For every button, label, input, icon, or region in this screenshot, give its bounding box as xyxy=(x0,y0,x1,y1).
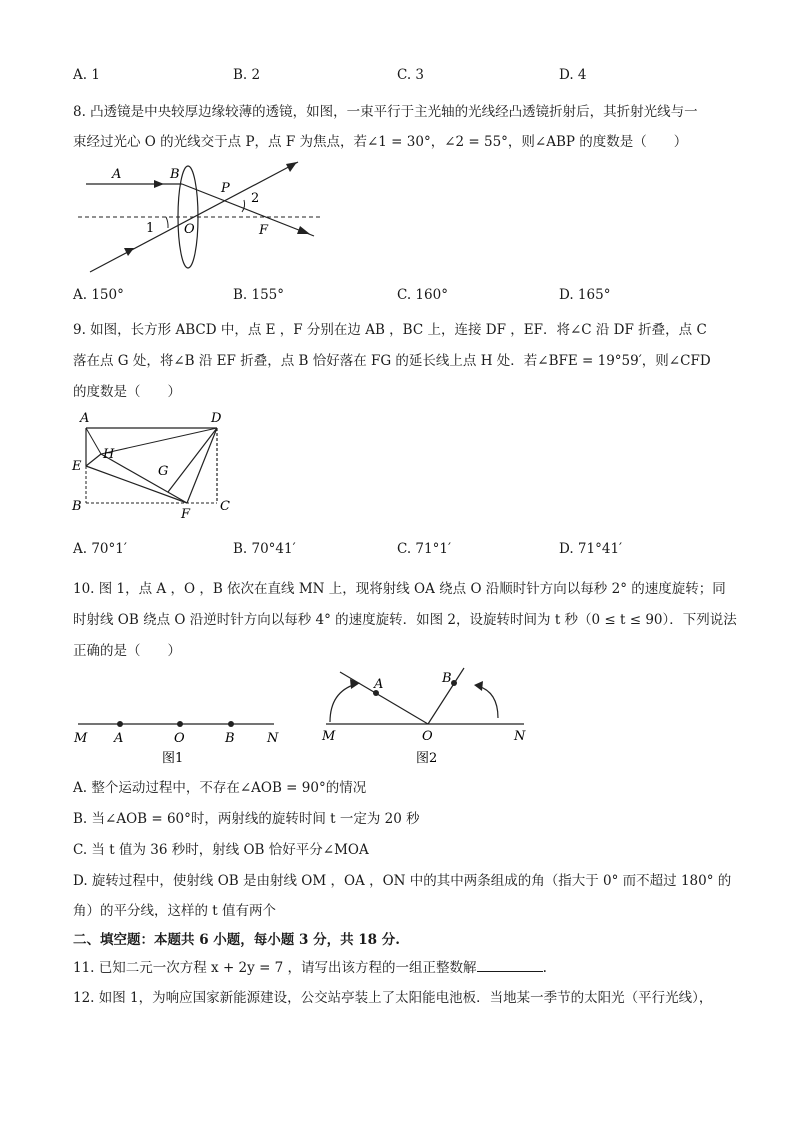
q8-label-1: 1 xyxy=(146,221,155,236)
q8-line-2: 束经过光心 O 的光线交于点 P，点 F 为焦点，若∠1 = 30°，∠2 = 55°，则∠ABP 的度数是（ ） xyxy=(73,134,688,150)
q9-label-f: F xyxy=(181,507,191,520)
q9-line-1: 9. 如图，长方形 ABCD 中，点 E ，F 分别在边 AB ，BC 上，连接 DF ，EF．将∠C 沿 DF 折叠，点 C xyxy=(73,322,707,338)
q10-fig2-point-b xyxy=(451,680,457,686)
section-2-title: 二、填空题：本题共 6 小题，每小题 3 分，共 18 分. xyxy=(73,932,400,948)
q10-fig2-caption: 图2 xyxy=(416,751,438,766)
q8-label-o: O xyxy=(184,222,195,237)
q8-option-d: D. 165° xyxy=(559,287,611,303)
q11-answer-blank[interactable] xyxy=(477,959,543,972)
q8-arrow-refracted xyxy=(297,226,310,234)
q10-fig2-label-n: N xyxy=(514,729,526,744)
q10-fig2-arc-right xyxy=(478,686,498,718)
q10-fig1-point-a xyxy=(117,721,123,727)
q9-line-3: 的度数是（ ） xyxy=(73,384,181,400)
q8-label-2: 2 xyxy=(251,191,260,206)
q10-figure-2 xyxy=(318,664,538,768)
q8-refracted-ray xyxy=(182,184,314,236)
q10-fig1-point-b xyxy=(228,721,234,727)
q10-fig2-label-a: A xyxy=(374,677,384,692)
q9-label-c: C xyxy=(220,499,230,514)
q9-line-df xyxy=(187,428,217,503)
q10-fig2-ray-oa xyxy=(340,672,428,724)
q10-fig1-point-o xyxy=(177,721,183,727)
q10-option-d-line-2: 角）的平分线，这样的 t 值有两个 xyxy=(73,903,277,919)
q10-fig2-label-m: M xyxy=(322,729,336,744)
q8-option-c: C. 160° xyxy=(397,287,448,303)
q8-label-b: B xyxy=(170,167,180,182)
q9-line-ef xyxy=(86,466,187,503)
q11-end: . xyxy=(542,960,547,976)
q12-line-1: 12. 如图 1，为响应国家新能源建设，公交站亭装上了太阳能电池板．当地某一季节的太阳光（平行光线）， xyxy=(73,990,713,1006)
q10-option-a: A. 整个运动过程中，不存在∠AOB = 90°的情况 xyxy=(73,780,367,796)
q10-fig1-label-m: M xyxy=(74,731,88,746)
q9-label-a: A xyxy=(80,411,90,426)
q9-label-b: B xyxy=(72,499,82,514)
q8-label-p: P xyxy=(221,181,230,196)
q7-option-c: C. 3 xyxy=(397,67,425,83)
q9-rectangle-figure xyxy=(68,408,238,520)
q10-fig1-label-o: O xyxy=(174,731,185,746)
q10-fig1-label-n: N xyxy=(267,731,279,746)
q8-angle-2-arc xyxy=(242,200,245,212)
q11-line xyxy=(73,956,547,976)
q10-fig1-label-b: B xyxy=(225,731,235,746)
q10-line-2: 时射线 OB 绕点 O 沿逆时针方向以每秒 4° 的速度旋转．如图 2，设旋转时间为 t 秒（0 ≤ t ≤ 90）．下列说法 xyxy=(73,612,737,628)
q8-arrow-incoming xyxy=(154,180,164,188)
q10-option-b: B. 当∠AOB = 60°时，两射线的旋转时间 t 一定为 20 秒 xyxy=(73,811,420,827)
q10-figure-1 xyxy=(70,712,285,768)
q7-option-d: D. 4 xyxy=(559,67,587,83)
q10-fig2-label-o: O xyxy=(422,729,433,744)
q8-lens-figure xyxy=(78,160,338,278)
q9-label-h: H xyxy=(103,447,115,462)
q8-line-1: 8. 凸透镜是中央较厚边缘较薄的透镜，如图，一束平行于主光轴的光线经凸透镜折射后，其折射光线与一 xyxy=(73,104,698,120)
q10-fig1-label-a: A xyxy=(114,731,124,746)
q7-option-b: B. 2 xyxy=(233,67,261,83)
q10-option-c: C. 当 t 值为 36 秒时，射线 OB 恰好平分∠MOA xyxy=(73,842,369,858)
q9-line-eh xyxy=(86,454,101,466)
q9-option-c: C. 71°1′ xyxy=(397,541,452,557)
q10-fig2-arc-left xyxy=(330,684,356,722)
q10-option-d-line-1: D. 旋转过程中，使射线 OB 是由射线 OM ，OA ，ON 中的其中两条组成的角（指大于 0° 而不超过 180° 的 xyxy=(73,873,732,889)
q10-fig1-caption: 图1 xyxy=(162,751,184,766)
q8-option-b: B. 155° xyxy=(233,287,285,303)
q8-option-a: A. 150° xyxy=(73,287,124,303)
q11-text: 11. 已知二元一次方程 x + 2y = 7 ，请写出该方程的一组正整数解 xyxy=(73,960,477,976)
q10-fig2-arrow-right xyxy=(474,681,483,691)
q9-label-d: D xyxy=(211,411,222,426)
q10-line-3: 正确的是（ ） xyxy=(73,643,181,659)
q9-option-d: D. 71°41′ xyxy=(559,541,623,557)
q9-line-ahd xyxy=(86,428,101,454)
q8-angle-1-arc xyxy=(166,217,168,228)
q9-line-2: 落在点 G 处，将∠B 沿 EF 折叠，点 B 恰好落在 FG 的延长线上点 H 处．若∠BFE = 19°59′，则∠CFD xyxy=(73,353,711,369)
q7-option-a: A. 1 xyxy=(73,67,100,83)
q8-label-a: A xyxy=(112,167,122,182)
q10-fig2-label-b: B xyxy=(442,671,452,686)
q9-label-g: G xyxy=(158,464,169,479)
q8-arrow-center-lower xyxy=(124,248,134,256)
q8-label-f: F xyxy=(259,223,269,238)
q9-option-a: A. 70°1′ xyxy=(73,541,127,557)
q9-option-b: B. 70°41′ xyxy=(233,541,296,557)
q9-label-e: E xyxy=(72,459,82,474)
q10-line-1: 10. 图 1，点 A ，O ，B 依次在直线 MN 上，现将射线 OA 绕点 O 沿顺时针方向以每秒 2° 的速度旋转；同 xyxy=(73,581,726,597)
q8-arrow-center-upper xyxy=(286,162,297,172)
